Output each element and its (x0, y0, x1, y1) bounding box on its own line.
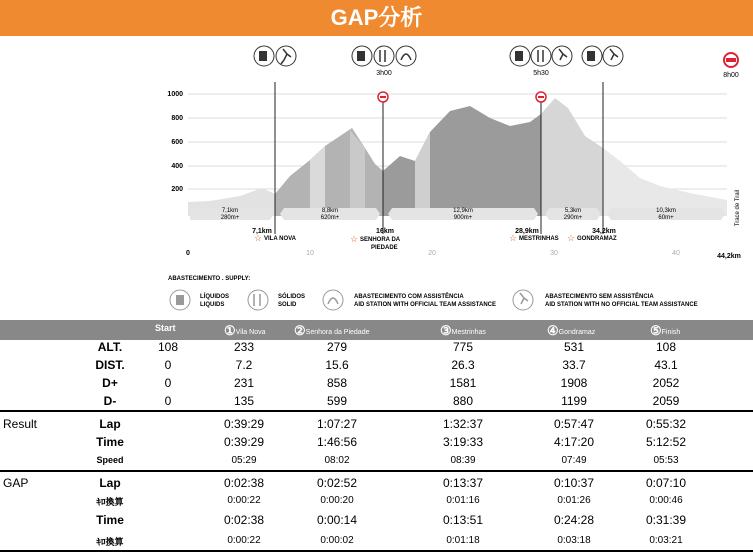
row-label: Lap (99, 417, 121, 431)
section-label: Result (3, 417, 38, 431)
aid-name: VILA NOVA (264, 236, 297, 242)
col-vila-nova: ①Vila Nova (224, 323, 266, 338)
table-cell: 0:57:47 (553, 417, 595, 431)
table-cell: 1:46:56 (316, 435, 358, 449)
table-cell: 05:29 (231, 455, 257, 466)
legend-l2: SOLID (278, 302, 297, 308)
table-cell: 0:00:46 (649, 495, 683, 506)
col-gondramaz: ④Gondramaz (547, 323, 596, 338)
row-label: Speed (96, 455, 124, 465)
cutoff-label: 8h00 (723, 72, 739, 79)
stage-gain: 620m+ (320, 215, 340, 221)
divider (0, 470, 753, 472)
table-cell: 0:13:51 (442, 513, 484, 527)
table-cell: 858 (326, 376, 348, 390)
table-cell: 0:10:37 (553, 476, 595, 490)
table-cell: 0:00:02 (320, 535, 354, 546)
x-tick: 40 (672, 250, 680, 257)
table-cell: 26.3 (451, 358, 475, 372)
table-cell: 43.1 (654, 358, 678, 372)
table-cell: 0:03:18 (557, 535, 591, 546)
divider (0, 410, 753, 412)
col-start: Start (155, 323, 176, 333)
table-cell: 1199 (561, 394, 587, 408)
section-label: GAP (3, 476, 29, 490)
side-label: Trace de Trail (735, 189, 741, 227)
aid-name: MESTRINHAS (519, 236, 559, 242)
table-cell: 0:00:22 (227, 495, 261, 506)
aid-km: 16km (376, 228, 394, 235)
table-cell: 0:02:38 (223, 513, 265, 527)
cutoff-label: 3h00 (376, 70, 392, 77)
table-cell: 4:17:20 (553, 435, 595, 449)
row-label: D+ (102, 376, 118, 390)
x-tick: 30 (550, 250, 558, 257)
y-tick: 1000 (167, 91, 183, 98)
stage-gain: 280m+ (220, 215, 240, 221)
legend-l1: LÍQUIDOS (200, 294, 230, 300)
aid-icons-vila-nova (254, 46, 296, 66)
aid-icons-senhora (352, 46, 416, 66)
y-tick: 800 (171, 115, 183, 122)
row-label: Time (96, 435, 124, 449)
aid-km: 34,2km (592, 228, 616, 235)
stage-gain: 900m+ (453, 215, 473, 221)
table-cell: 599 (326, 394, 348, 408)
star-icon: ☆ (350, 234, 359, 244)
finish-icon (724, 53, 738, 67)
table-cell: 0:00:22 (227, 535, 261, 546)
table-cell: 233 (233, 340, 255, 354)
table-cell: 0:01:16 (446, 495, 480, 506)
row-label: ALT. (97, 340, 123, 354)
star-icon: ☆ (509, 233, 518, 243)
x-tick: 20 (428, 250, 436, 257)
row-label: D- (103, 394, 117, 408)
table-header (0, 320, 753, 340)
table-cell: 0:01:26 (557, 495, 591, 506)
table-cell: 0:02:52 (316, 476, 358, 490)
stage-gain: 290m+ (563, 215, 583, 221)
table-cell: 07:49 (561, 455, 587, 466)
table-cell: 0 (164, 358, 172, 372)
table-cell: 0:13:37 (442, 476, 484, 490)
col-mestrinhas: ③Mestrinhas (440, 323, 486, 338)
stage-km: 8,8km (321, 208, 339, 214)
col-senhora: ②Senhora da Piedade (294, 323, 370, 338)
divider (0, 550, 753, 552)
table-cell: 0:00:14 (316, 513, 358, 527)
table-cell: 0:39:29 (223, 435, 265, 449)
aid-icons-gondramaz (582, 46, 623, 66)
profile-segment-3b (415, 132, 430, 216)
stage-km: 12,9km (453, 208, 473, 214)
profile-segment-3 (383, 106, 541, 216)
table-cell: 0:31:39 (645, 513, 687, 527)
x-tick: 0 (186, 250, 190, 257)
legend-l1: SÓLIDOS (278, 294, 306, 300)
stage-km: 5,3km (564, 208, 582, 214)
table-cell: 0:39:29 (223, 417, 265, 431)
end-label: 44,2km (717, 253, 741, 260)
solid-icon (254, 294, 260, 306)
star-icon: ☆ (567, 233, 576, 243)
table-cell: 08:02 (324, 455, 350, 466)
table-cell: 0:00:20 (320, 495, 354, 506)
runner-icon (520, 293, 528, 304)
table-cell: 108 (655, 340, 677, 354)
table-cell: 0 (164, 376, 172, 390)
table-cell: 33.7 (562, 358, 586, 372)
aid-km: 28,9km (515, 228, 539, 235)
table-cell: 15.6 (325, 358, 349, 372)
aid-name: GONDRAMAZ (577, 236, 617, 242)
table-cell: 0:24:28 (553, 513, 595, 527)
profile-segment-2c (350, 130, 365, 216)
table-cell: 880 (452, 394, 474, 408)
row-label: DIST. (95, 358, 125, 372)
legend-l2: AID STATION WITH NO OFFICIAL TEAM ASSISTANCE (545, 302, 698, 308)
table-cell: 7.2 (235, 358, 253, 372)
table-cell: 1:32:37 (442, 417, 484, 431)
col-finish: ⑤Finish (650, 323, 681, 338)
table-cell: 531 (563, 340, 585, 354)
table-cell: 0:01:18 (446, 535, 480, 546)
table-cell: 108 (157, 340, 179, 354)
table-cell: 1908 (560, 376, 588, 390)
table-cell: 231 (233, 376, 255, 390)
table-cell: 279 (326, 340, 348, 354)
y-tick: 600 (171, 139, 183, 146)
legend-l1: ABASTECIMENTO COM ASSISTÊNCIA (354, 294, 464, 300)
legend-l2: LIQUIDS (200, 302, 225, 308)
table-cell: 1581 (449, 376, 477, 390)
star-icon: ☆ (254, 233, 263, 243)
table-cell: 0:07:10 (645, 476, 687, 490)
table-cell: 0 (164, 394, 172, 408)
stage-gain: 60m+ (658, 215, 674, 221)
table-cell: 2052 (652, 376, 680, 390)
row-label: ｷﾛ換算 (96, 497, 124, 507)
table-cell: 08:39 (450, 455, 476, 466)
table-cell: 135 (233, 394, 255, 408)
row-label: Lap (99, 476, 121, 490)
stage-km: 7,1km (221, 208, 239, 214)
profile-segment-2b (310, 146, 325, 216)
table-cell: 775 (452, 340, 474, 354)
table-cell: 5:12:52 (645, 435, 687, 449)
liquid-icon (176, 295, 184, 305)
legend-l1: ABASTECIMENTO SEM ASSISTÊNCIA (545, 294, 654, 300)
aid-name-2: PIEDADE (371, 245, 398, 251)
aid-km: 7,1km (252, 228, 272, 235)
table-cell: 3:19:33 (442, 435, 484, 449)
cutoff-label: 5h30 (533, 70, 549, 77)
profile-segment-5 (603, 148, 727, 216)
legend-heading: ABASTECIMENTO . SUPPLY: (168, 276, 251, 282)
row-label: ｷﾛ換算 (96, 537, 124, 547)
aid-name: SENHORA DA (360, 237, 401, 243)
elevation-profile (0, 36, 753, 320)
table-cell: 0:03:21 (649, 535, 683, 546)
stage-km: 10,3km (656, 208, 676, 214)
table-cell: 0:02:38 (223, 476, 265, 490)
table-cell: 2059 (652, 394, 680, 408)
legend-l2: AID STATION WITH OFFICIAL TEAM ASSISTANCE (354, 302, 496, 308)
page-title: GAP分析 (0, 0, 753, 36)
row-label: Time (96, 513, 124, 527)
y-tick: 200 (171, 186, 183, 193)
table-cell: 05:53 (653, 455, 679, 466)
table-cell: 0:55:32 (645, 417, 687, 431)
assist-icon (328, 298, 338, 304)
profile-segment-2 (275, 128, 383, 216)
x-tick: 10 (306, 250, 314, 257)
y-tick: 400 (171, 163, 183, 170)
table-cell: 1:07:27 (316, 417, 358, 431)
aid-icons-mestrinhas (510, 46, 572, 66)
profile-segment-4 (541, 98, 603, 216)
